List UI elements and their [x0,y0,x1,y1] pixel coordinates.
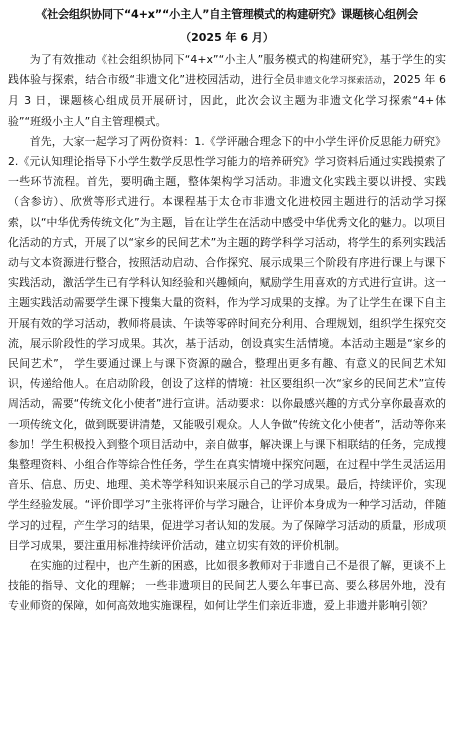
document-title: 《社会组织协同下“4+x”“小主人”自主管理模式的构建研究》课题核心组例会 [35,8,418,21]
paragraph-conclusion: 在实施的过程中，也产生新的困惑，比如很多教师对于非遗自己不是很了解，更谈不上技能的指导、文化的理解； 一些非遗项目的民间艺人要么年事已高、要么移居外地，没有专业师资的保障，如何高效地实施课程，如何让学生们亲近非遗，爱上非遗并影响引领？ [8,559,446,613]
paragraph-body: 首先，大家一起学习了两份资料：1.《学评融合理念下的中小学生评价反思能力研究》2.《元认知理论指导下小学生数学反思性学习能力的培养研究》学习资料后通过实践摸索了一些环节流程。首先，要明确主题，整体架构学习活动。非遗文化实践主要以讲授、实践（含参访）、欣赏等形式进行。本课程基于太仓市非遗文化进校园主题进行的活动学习探索，以“中华优秀传统文化”为主题，旨在让学生在活动中感受中华优秀文化的魅力。以项目化活动的方式，开展了以“家乡的民间艺术”为主题的跨学科学习活动，将学生的系列实践活动与文本资源进行整合，按照活动启动、合作探究、展示成果三个阶段有序进行课上与课下实践活动，激活学生已有学科认知经验和兴趣倾向，赋励学生用喜欢的方式进行宣讲。这一主题实践活动需要学生课下搜集大量的资料，作为学习成果的支撑。为了让学生在课下自主开展有效的学习活动，教师将晨读、午读等零碎时间充分利用、合理规划，组织学生探究交流，展示阶段性的学习成果。其次，基于活动，创设真实生活情境。本活动主题是“家乡的民间艺术”， 学生要通过课上与课下资源的融合，整理出更多有趣、有意义的民间艺术知识，传递给他人。在启动阶段，创设了这样的情境：社区要组织一次“家乡的民间艺术”宣传周活动，需要“传统文化小使者”进行宣讲。活动要求：以你最感兴趣的方式分享你最喜欢的一项传统文化，做到既要讲清楚，又能吸引观众。人人争做“传统文化小使者”，活动等你来参加！学生积极投入到整个项目活动中，亲自做事，解决课上与课下相联结的任务，完成搜集整理资料、小组合作等综合性任务，学生在真实情境中探究问题，在过程中学生灵活运用音乐、信息、历史、地理、美术等学科知识来展示自己的学习成果。最后，持续评价，实现学生经验发展。“评价即学习”主张将评价与学习融合，让评价本身成为一种学习活动，伴随学习的过程，产生学习的结果，促进学习者认知的发展。为了保障学习活动的质量，形成项目学习成果，要注重用标准持续评价活动，建立切实有效的评价机制。 [8,134,446,552]
document-date: （2025 年 6 月） [180,31,274,44]
paragraph-intro-small-text: 非遗文化学习探索活动 [295,76,383,87]
paragraph-intro-part2: ，2025 年 6 月 3 日，课题核心组成员开展研讨，因此，此次会议主题为非遗文化学习探索“4+体验”“班级小主人”自主管理模式。 [8,73,446,128]
paragraph-intro [8,50,446,132]
paragraph-intro-part1: 为了有效推动《社会组织协同下“4+x”“小主人”服务模式的构建研究》，基于学生的实践体验与探索，结合市级“非遗文化”进校园活动，进行全员 [8,53,446,87]
